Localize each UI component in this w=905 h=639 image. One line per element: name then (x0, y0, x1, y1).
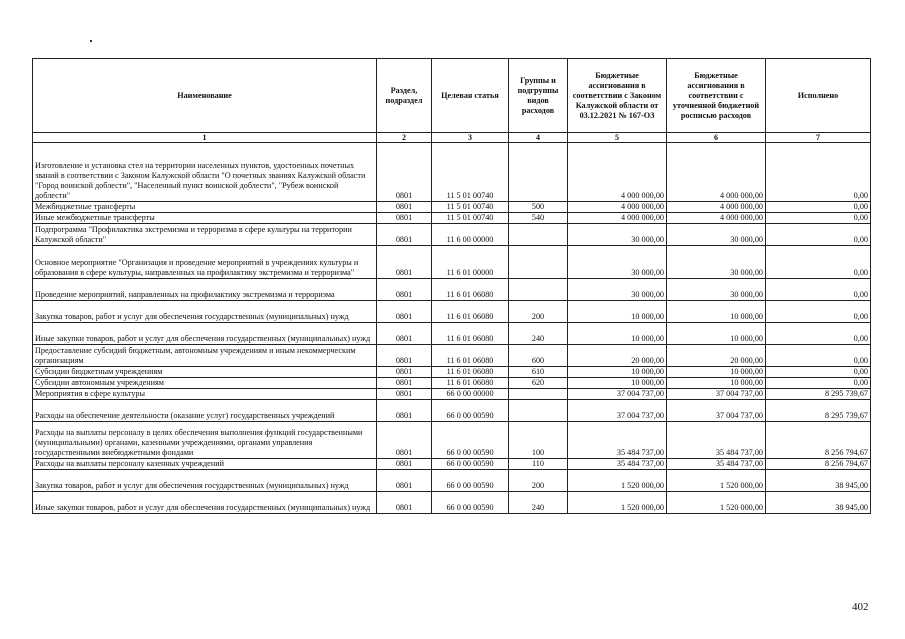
table-cell-target: 11 5 01 00740 (432, 202, 509, 213)
table-cell-section: 0801 (377, 279, 432, 301)
table-cell-name: Закупка товаров, работ и услуг для обеспечения государственных (муниципальных) нужд (33, 470, 377, 492)
table-cell-law: 1 520 000,00 (568, 492, 667, 514)
table-cell-section: 0801 (377, 378, 432, 389)
table-cell-name: Основное мероприятие "Организация и проведение мероприятий в учреждениях культуры и образования в сфере культуры, направленных на профилактику экстремизма и терроризма" (33, 246, 377, 279)
table-cell-name: Расходы на обеспечение деятельности (оказание услуг) государственных учреждений (33, 400, 377, 422)
table-cell-name: Иные межбюджетные трансферты (33, 213, 377, 224)
table-cell-name: Изготовление и установка стел на территории населенных пунктов, удостоенных почетных званий в соответствии с Законом Калужской области "О почетных званиях Калужской области "Город воинской доблести", "Населенный пункт воинской доблести", "Рубеж воинской доблести" (33, 143, 377, 202)
table-cell-executed: 0,00 (766, 213, 871, 224)
table-cell-group: 110 (509, 459, 568, 470)
table-cell-law: 10 000,00 (568, 367, 667, 378)
table-cell-schedule: 37 004 737,00 (667, 389, 766, 400)
table-cell-group (509, 143, 568, 202)
table-row (33, 213, 871, 224)
column-number: 4 (509, 133, 568, 143)
table-cell-section: 0801 (377, 367, 432, 378)
table-cell-section: 0801 (377, 202, 432, 213)
table-cell-schedule: 30 000,00 (667, 246, 766, 279)
table-cell-target: 11 5 01 00740 (432, 143, 509, 202)
table-cell-section: 0801 (377, 492, 432, 514)
table-cell-law: 30 000,00 (568, 246, 667, 279)
table-cell-schedule: 35 484 737,00 (667, 459, 766, 470)
table-cell-target: 11 5 01 00740 (432, 213, 509, 224)
table-cell-executed: 38 945,00 (766, 470, 871, 492)
table-cell-group: 600 (509, 345, 568, 367)
table-cell-schedule: 4 000 000,00 (667, 143, 766, 202)
table-cell-group (509, 224, 568, 246)
table-cell-schedule: 4 000 000,00 (667, 213, 766, 224)
table-cell-schedule: 10 000,00 (667, 301, 766, 323)
table-cell-law: 35 484 737,00 (568, 422, 667, 459)
table-cell-section: 0801 (377, 470, 432, 492)
table-cell-law: 10 000,00 (568, 323, 667, 345)
table-cell-schedule: 37 004 737,00 (667, 400, 766, 422)
table-cell-section: 0801 (377, 143, 432, 202)
table-cell-law: 10 000,00 (568, 378, 667, 389)
column-number: 7 (766, 133, 871, 143)
table-cell-executed: 38 945,00 (766, 492, 871, 514)
table-cell-executed: 0,00 (766, 202, 871, 213)
table-cell-target: 66 0 00 00590 (432, 470, 509, 492)
header-target: Целевая статья (432, 59, 509, 133)
table-cell-target: 66 0 00 00590 (432, 492, 509, 514)
table-cell-group: 610 (509, 367, 568, 378)
table-cell-group: 240 (509, 323, 568, 345)
table-cell-executed: 8 256 794,67 (766, 422, 871, 459)
table-cell-executed: 8 295 739,67 (766, 400, 871, 422)
table-cell-law: 30 000,00 (568, 224, 667, 246)
table-cell-executed: 8 295 739,67 (766, 389, 871, 400)
table-cell-law: 20 000,00 (568, 345, 667, 367)
table-cell-section: 0801 (377, 301, 432, 323)
table-cell-name: Предоставление субсидий бюджетным, автономным учреждениям и иным некоммерческим организациям (33, 345, 377, 367)
table-row (33, 323, 871, 345)
table-row (33, 367, 871, 378)
header-groups: Группы и подгруппы видов расходов (509, 59, 568, 133)
table-row (33, 470, 871, 492)
table-cell-target: 11 6 01 06080 (432, 279, 509, 301)
table-cell-schedule: 10 000,00 (667, 323, 766, 345)
table-row (33, 345, 871, 367)
table-cell-law: 37 004 737,00 (568, 400, 667, 422)
table-row (33, 143, 871, 202)
table-cell-section: 0801 (377, 345, 432, 367)
table-cell-executed: 0,00 (766, 378, 871, 389)
table-cell-group: 200 (509, 301, 568, 323)
table-cell-executed: 0,00 (766, 301, 871, 323)
table-cell-target: 66 0 00 00590 (432, 459, 509, 470)
table-cell-name: Мероприятия в сфере культуры (33, 389, 377, 400)
header-name: Наименование (33, 59, 377, 133)
table-cell-executed: 0,00 (766, 246, 871, 279)
table-cell-law: 4 000 000,00 (568, 213, 667, 224)
table-cell-name: Проведение мероприятий, направленных на профилактику экстремизма и терроризма (33, 279, 377, 301)
table-cell-law: 10 000,00 (568, 301, 667, 323)
table-cell-name: Иные закупки товаров, работ и услуг для обеспечения государственных (муниципальных) нужд (33, 323, 377, 345)
table-cell-target: 11 6 01 06080 (432, 301, 509, 323)
table-cell-executed: 0,00 (766, 323, 871, 345)
table-cell-target: 66 0 00 00000 (432, 389, 509, 400)
table-cell-schedule: 4 000 000,00 (667, 202, 766, 213)
table-row (33, 459, 871, 470)
table-cell-schedule: 20 000,00 (667, 345, 766, 367)
table-row (33, 400, 871, 422)
table-cell-name: Межбюджетные трансферты (33, 202, 377, 213)
scan-dot (90, 40, 92, 42)
table-cell-name: Субсидии бюджетным учреждениям (33, 367, 377, 378)
table-row (33, 246, 871, 279)
table-cell-name: Субсидии автономным учреждениям (33, 378, 377, 389)
table-cell-section: 0801 (377, 246, 432, 279)
table-cell-target: 11 6 01 06080 (432, 367, 509, 378)
table-cell-law: 1 520 000,00 (568, 470, 667, 492)
table-cell-schedule: 1 520 000,00 (667, 492, 766, 514)
table-cell-schedule: 10 000,00 (667, 378, 766, 389)
table-cell-law: 4 000 000,00 (568, 202, 667, 213)
table-cell-name: Закупка товаров, работ и услуг для обеспечения государственных (муниципальных) нужд (33, 301, 377, 323)
table-cell-name: Подпрограмма "Профилактика экстремизма и терроризма в сфере культуры на территории Калужской области" (33, 224, 377, 246)
table-cell-executed: 8 256 794,67 (766, 459, 871, 470)
table-cell-group (509, 279, 568, 301)
table-cell-schedule: 30 000,00 (667, 224, 766, 246)
table-cell-group: 540 (509, 213, 568, 224)
table-cell-group: 240 (509, 492, 568, 514)
table-cell-target: 11 6 01 06080 (432, 345, 509, 367)
table-cell-section: 0801 (377, 422, 432, 459)
table-cell-group (509, 389, 568, 400)
header-schedule: Бюджетные ассигнования в соответствии с уточненной бюджетной росписью расходов (667, 59, 766, 133)
table-cell-law: 4 000 000,00 (568, 143, 667, 202)
table-cell-group: 500 (509, 202, 568, 213)
table-cell-law: 35 484 737,00 (568, 459, 667, 470)
column-number: 5 (568, 133, 667, 143)
table-cell-group: 100 (509, 422, 568, 459)
table-cell-schedule: 35 484 737,00 (667, 422, 766, 459)
table-row (33, 279, 871, 301)
column-number: 1 (33, 133, 377, 143)
table-cell-section: 0801 (377, 224, 432, 246)
table-row (33, 422, 871, 459)
table-cell-group: 200 (509, 470, 568, 492)
budget-table (32, 58, 871, 514)
table-cell-section: 0801 (377, 400, 432, 422)
page-number: 402 (852, 601, 869, 613)
table-cell-section: 0801 (377, 323, 432, 345)
table-cell-section: 0801 (377, 213, 432, 224)
table-cell-schedule: 1 520 000,00 (667, 470, 766, 492)
column-number: 2 (377, 133, 432, 143)
column-number-row (33, 133, 871, 143)
table-cell-schedule: 10 000,00 (667, 367, 766, 378)
table-cell-target: 11 6 01 00000 (432, 246, 509, 279)
table-cell-law: 37 004 737,00 (568, 389, 667, 400)
table-cell-target: 11 6 00 00000 (432, 224, 509, 246)
header-row (33, 59, 871, 133)
header-section: Раздел, подраздел (377, 59, 432, 133)
table-cell-name: Расходы на выплаты персоналу в целях обеспечения выполнения функций государственными (муниципальными) органами, казенными учреждениями, органами управления государственными внебюджетными фондами (33, 422, 377, 459)
table-row (33, 492, 871, 514)
table-cell-target: 11 6 01 06080 (432, 323, 509, 345)
table-row (33, 389, 871, 400)
table-cell-target: 66 0 00 00590 (432, 422, 509, 459)
table-cell-name: Расходы на выплаты персоналу казенных учреждений (33, 459, 377, 470)
table-cell-section: 0801 (377, 459, 432, 470)
table-cell-executed: 0,00 (766, 367, 871, 378)
table-cell-executed: 0,00 (766, 224, 871, 246)
column-number: 3 (432, 133, 509, 143)
table-cell-group (509, 246, 568, 279)
table-row (33, 378, 871, 389)
table-cell-executed: 0,00 (766, 279, 871, 301)
table-row (33, 224, 871, 246)
table-row (33, 202, 871, 213)
header-law: Бюджетные ассигнования в соответствии с Законом Калужской области от 03.12.2021 № 167-ОЗ (568, 59, 667, 133)
table-row (33, 301, 871, 323)
table-cell-executed: 0,00 (766, 345, 871, 367)
table-cell-group (509, 400, 568, 422)
table-cell-executed: 0,00 (766, 143, 871, 202)
table-cell-target: 66 0 00 00590 (432, 400, 509, 422)
table-cell-section: 0801 (377, 389, 432, 400)
column-number: 6 (667, 133, 766, 143)
table-cell-target: 11 6 01 06080 (432, 378, 509, 389)
header-executed: Исполнено (766, 59, 871, 133)
table-cell-schedule: 30 000,00 (667, 279, 766, 301)
table-cell-group: 620 (509, 378, 568, 389)
table-cell-law: 30 000,00 (568, 279, 667, 301)
table-cell-name: Иные закупки товаров, работ и услуг для обеспечения государственных (муниципальных) нужд (33, 492, 377, 514)
